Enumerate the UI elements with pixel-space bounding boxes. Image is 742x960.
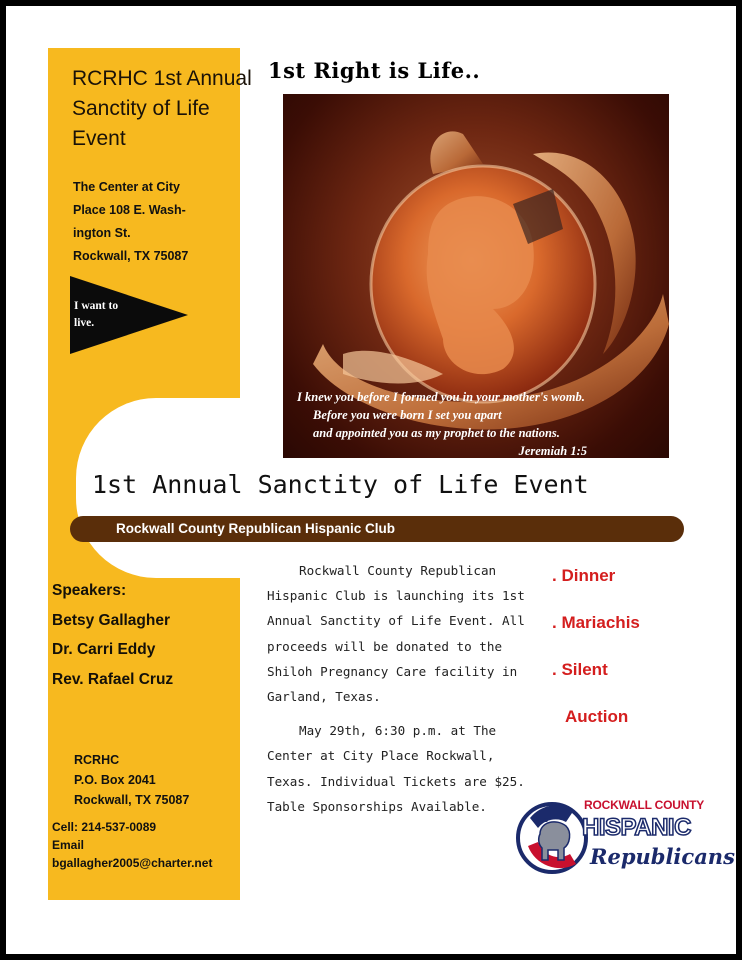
event-details-paragraph: May 29th, 6:30 p.m. at The Center at City Place Rockwall, Texas. Individual Tickets are $25. Table Sponsorships Available.	[267, 723, 525, 814]
mailing-address	[74, 750, 189, 810]
feature-item: . Silent	[552, 660, 608, 679]
mail-line: Rockwall, TX 75087	[74, 793, 190, 807]
logo-county-text: ROCKWALL COUNTY	[584, 798, 705, 812]
quote-line: and appointed you as my prophet to the nations.	[313, 426, 560, 440]
club-logo	[516, 788, 735, 888]
quote-line: I knew you before I formed you in your mother's womb.	[297, 390, 585, 404]
pennant-text: I want to live.	[74, 300, 119, 329]
speaker-name: Dr. Carri Eddy	[52, 641, 156, 658]
club-name: Rockwall County Republican Hispanic Club	[116, 521, 396, 536]
address-line: The Center at City	[73, 180, 180, 194]
quote-citation: Jeremiah 1:5	[518, 444, 587, 458]
mail-line: P.O. Box 2041	[74, 773, 156, 787]
scripture-quote	[297, 388, 667, 458]
cell-phone: Cell: 214-537-0089	[52, 820, 157, 834]
speaker-name: Betsy Gallagher	[52, 611, 171, 629]
event-features-list	[552, 566, 640, 754]
logo-republicans-text: Republicans	[590, 844, 735, 869]
address-line: Place 108 E. Wash-	[73, 203, 186, 217]
contact-info	[52, 818, 242, 872]
event-title-sidebar: RCRHC 1st Annual Sanctity of Life Event	[72, 67, 252, 150]
address-line: ington St.	[73, 226, 131, 240]
hero-heading: 1st Right is Life..	[268, 58, 481, 83]
event-description	[267, 558, 539, 828]
speakers-list	[52, 576, 173, 694]
pennant-flag	[70, 276, 188, 354]
email-label: Email	[52, 838, 85, 852]
address-line: Rockwall, TX 75087	[73, 249, 189, 263]
feature-item: Auction	[565, 707, 629, 726]
feature-item: . Dinner	[552, 566, 616, 585]
club-name-bar	[70, 516, 684, 542]
speaker-name: Rev. Rafael Cruz	[52, 670, 174, 688]
venue-address	[73, 176, 233, 268]
hero-image	[283, 94, 669, 458]
main-heading: 1st Annual Sanctity of Life Event	[92, 470, 589, 499]
quote-line: Before you were born I set you apart	[313, 408, 502, 422]
logo-hispanic-text: HISPANIC	[582, 814, 691, 841]
speakers-heading: Speakers:	[52, 582, 127, 599]
email-address: bgallagher2005@charter.net	[52, 856, 213, 870]
feature-item: . Mariachis	[552, 613, 640, 632]
description-paragraph: Rockwall County Republican Hispanic Club is launching its 1st Annual Sanctity of Life Event. All proceeds will be donated to the Shiloh Pregnancy Care facility in Garland, Texas.	[267, 563, 525, 705]
flyer-page	[6, 6, 736, 954]
mail-line: RCRHC	[74, 753, 120, 767]
